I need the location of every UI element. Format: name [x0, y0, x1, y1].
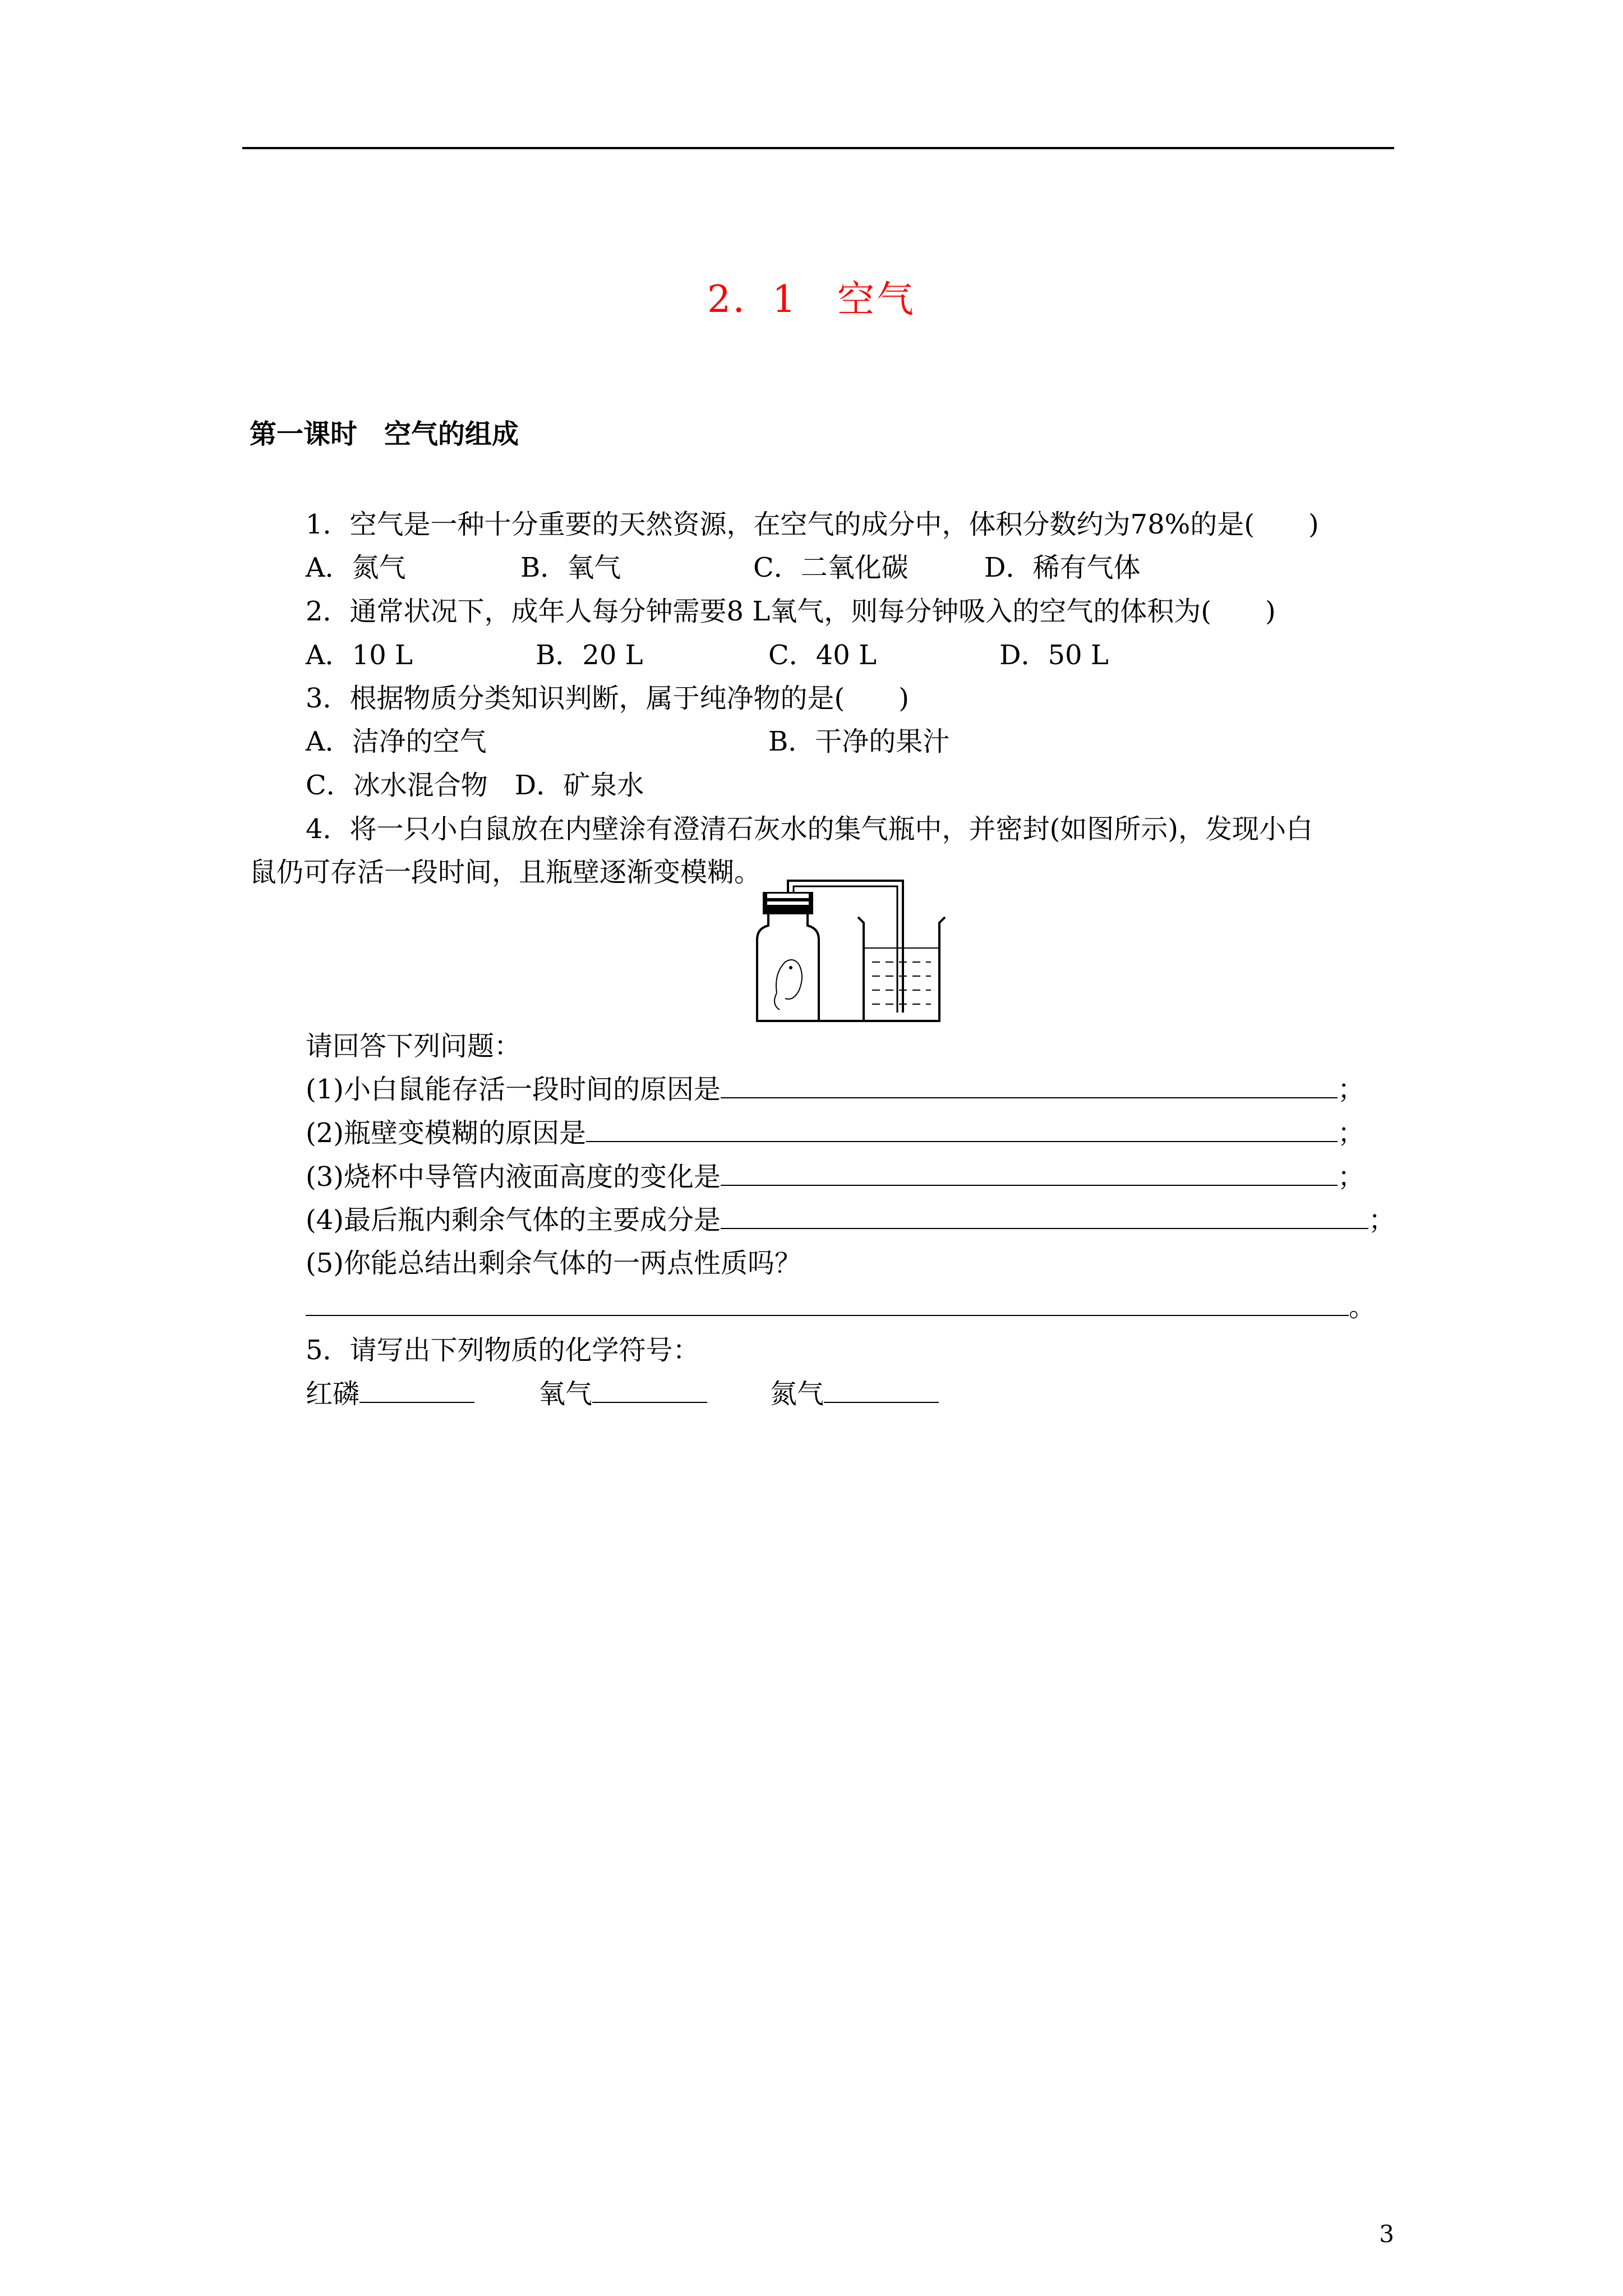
- question-4-stem-line2: 鼠仍可存活一段时间，且瓶壁逐渐变模糊。: [250, 857, 762, 888]
- q1-option-d: D．稀有气体: [984, 552, 1141, 583]
- question-4-stem-line1: 4．将一只小白鼠放在内壁涂有澄清石灰水的集气瓶中，并密封(如图所示)，发现小白: [306, 813, 1313, 845]
- q1-option-c: C．二氧化碳: [753, 552, 909, 583]
- q1-option-b: B．氧气: [520, 552, 621, 583]
- answer-blank-1[interactable]: [721, 1073, 1338, 1098]
- question-1-stem: 1．空气是一种十分重要的天然资源，在空气的成分中，体积分数约为78%的是( ): [306, 509, 1319, 540]
- q3-option-a: A．洁净的空气: [306, 726, 487, 757]
- q4-sub2-semicolon: ；: [1338, 1117, 1365, 1149]
- answer-blank-4[interactable]: [721, 1203, 1368, 1229]
- q2-option-c: C．40 L: [768, 639, 877, 671]
- q4-sub1: [306, 1073, 1364, 1106]
- q5-item-b-label: 氧气: [538, 1378, 593, 1410]
- mouse-jar-beaker-figure: [746, 878, 948, 1024]
- q2-option-a: A．10 L: [306, 639, 413, 671]
- q2-option-b: B．20 L: [536, 639, 643, 671]
- q4-sub4-text: (4)最后瓶内剩余气体的主要成分是: [306, 1204, 721, 1236]
- q4-sub4-semicolon: ；: [1368, 1204, 1396, 1236]
- q4-sub2-text: (2)瓶壁变模糊的原因是: [306, 1117, 586, 1149]
- answer-blank-nitrogen[interactable]: [824, 1377, 939, 1403]
- q4-sub3-semicolon: ；: [1338, 1161, 1365, 1193]
- q4-sub4: [306, 1203, 1395, 1237]
- q5-item-a-label: 红磷: [306, 1378, 360, 1410]
- answer-blank-red-phosphorus[interactable]: [359, 1377, 474, 1403]
- q4-sub3: [306, 1160, 1364, 1194]
- q3-option-cd: C．冰水混合物 D．矿泉水: [306, 770, 644, 801]
- q4-sub1-text: (1)小白鼠能存活一段时间的原因是: [306, 1074, 721, 1105]
- question-5-stem: 5．请写出下列物质的化学符号：: [306, 1335, 700, 1366]
- answer-blank-2[interactable]: [586, 1116, 1338, 1142]
- question-4-prompt: 请回答下列问题：: [306, 1030, 522, 1062]
- q5-item-red-phosphorus: [306, 1377, 474, 1411]
- q4-sub3-text: (3)烧杯中导管内液面高度的变化是: [306, 1161, 721, 1193]
- q4-sub5: (5)你能总结出剩余气体的一两点性质吗？: [306, 1248, 801, 1279]
- answer-blank-5[interactable]: [306, 1290, 1349, 1316]
- header-rule: [242, 147, 1394, 149]
- answer-blank-oxygen[interactable]: [592, 1377, 707, 1403]
- question-2-stem: 2．通常状况下，成年人每分钟需要8 L氧气，则每分钟吸入的空气的体积为( ): [306, 596, 1276, 627]
- q4-sub5-period: 。: [1349, 1291, 1376, 1323]
- section-subtitle: 第一课时 空气的组成: [250, 418, 519, 450]
- question-3-stem: 3．根据物质分类知识判断，属于纯净物的是( ): [306, 683, 909, 714]
- q5-item-oxygen: [538, 1377, 707, 1411]
- q1-option-a: A．氮气: [306, 552, 406, 583]
- q4-sub2: [306, 1116, 1364, 1150]
- page-number: 3: [1379, 2220, 1394, 2248]
- q5-item-c-label: 氮气: [770, 1378, 824, 1410]
- q5-item-nitrogen: [770, 1377, 939, 1411]
- q4-sub5-answer: [306, 1290, 1376, 1324]
- q4-sub1-semicolon: ；: [1338, 1074, 1365, 1105]
- q3-option-b: B．干净的果汁: [768, 726, 950, 757]
- answer-blank-3[interactable]: [721, 1160, 1338, 1186]
- q2-option-d: D．50 L: [999, 639, 1109, 671]
- page-title: 2．1 空气: [707, 278, 916, 321]
